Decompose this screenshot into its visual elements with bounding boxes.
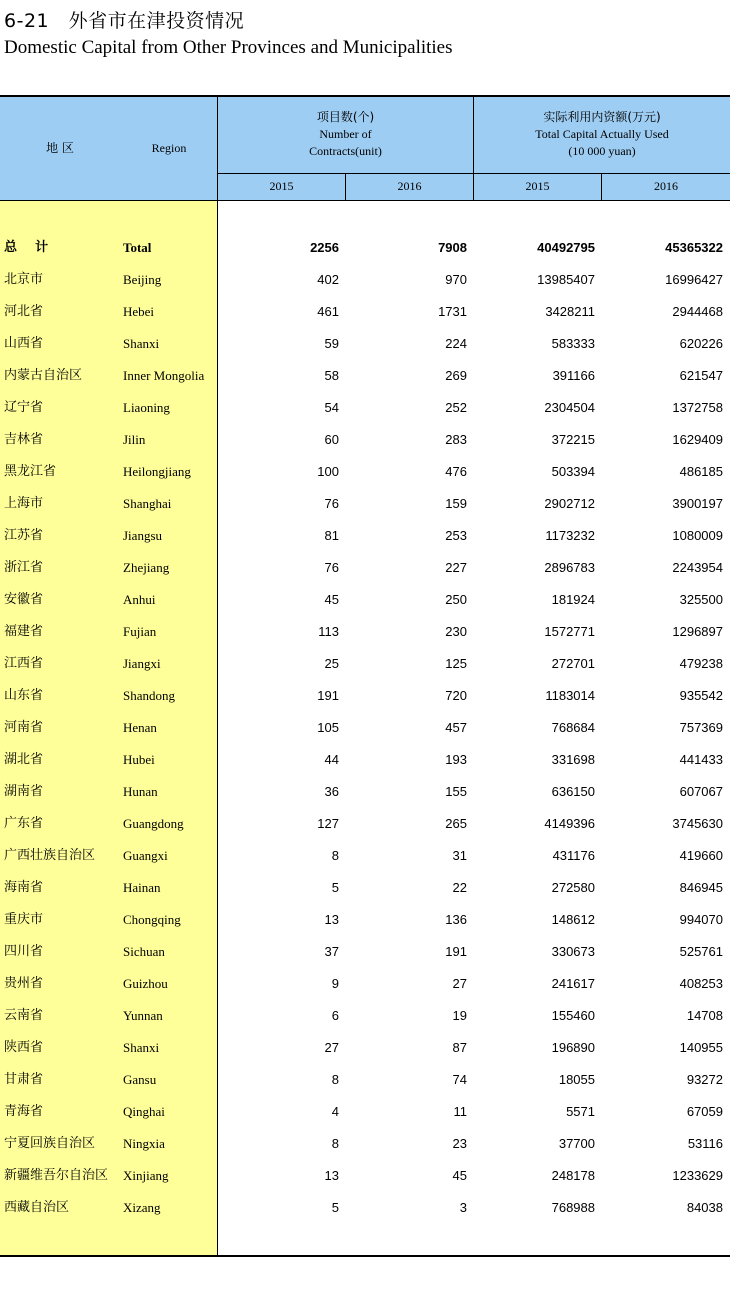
table-row [0, 1096, 730, 1128]
region-name-cn: 陕西省 [4, 1040, 44, 1055]
region-name-cn: 青海省 [4, 1104, 44, 1119]
contracts-2015: 402 [317, 272, 339, 287]
contracts-2016: 74 [452, 1072, 467, 1087]
capital-2015: 37700 [558, 1136, 595, 1151]
table-row [0, 552, 730, 584]
region-name-en: Yunnan [123, 1008, 163, 1023]
capital-2015: 2896783 [544, 560, 595, 575]
table-row [0, 328, 730, 360]
capital-2015: 1572771 [544, 624, 595, 639]
region-name-cn: 河北省 [4, 304, 44, 319]
table-row [0, 744, 730, 776]
region-name-en: Inner Mongolia [123, 368, 205, 383]
capital-2016: 3900197 [672, 496, 723, 511]
contracts-2015: 9 [331, 976, 339, 991]
contracts-2016: 191 [445, 944, 467, 959]
region-name-cn: 吉林省 [4, 432, 44, 447]
capital-2016: 419660 [679, 848, 723, 863]
capital-2015: 248178 [551, 1168, 595, 1183]
capital-2016: 16996427 [665, 272, 723, 287]
page-title-en: Domestic Capital from Other Provinces and Municipalities [4, 37, 453, 58]
total-contracts-2016: 7908 [438, 240, 467, 255]
contracts-2015: 105 [317, 720, 339, 735]
header-year-capital-2015: 2015 [525, 179, 550, 193]
header-bottom-line [0, 200, 730, 201]
contracts-2016: 227 [445, 560, 467, 575]
table-row [0, 1064, 730, 1096]
capital-2015: 196890 [551, 1040, 595, 1055]
capital-2016: 2243954 [672, 560, 723, 575]
table-row [0, 456, 730, 488]
capital-2016: 479238 [679, 656, 723, 671]
header-contracts-en-1: Number of [319, 127, 372, 141]
contracts-2016: 283 [445, 432, 467, 447]
total-row [0, 232, 730, 264]
contracts-2015: 76 [324, 496, 339, 511]
table-row [0, 296, 730, 328]
region-name-en: Shanghai [123, 496, 172, 511]
total-label-en: Total [123, 240, 152, 255]
region-name-en: Jiangxi [123, 656, 161, 671]
capital-2015: 1183014 [545, 688, 595, 703]
contracts-2016: 159 [445, 496, 467, 511]
top-border [0, 95, 730, 97]
capital-2016: 620226 [679, 336, 723, 351]
contracts-2016: 476 [445, 464, 467, 479]
region-name-en: Guangxi [123, 848, 168, 863]
table-row [0, 968, 730, 1000]
contracts-2016: 269 [445, 368, 467, 383]
contracts-2016: 155 [445, 784, 467, 799]
capital-2015: 768684 [551, 720, 595, 735]
contracts-2015: 191 [317, 688, 339, 703]
capital-2015: 181924 [551, 592, 595, 607]
table-row [0, 616, 730, 648]
contracts-2016: 19 [452, 1008, 467, 1023]
capital-2016: 325500 [679, 592, 723, 607]
region-name-cn: 广东省 [4, 816, 44, 831]
region-name-cn: 山东省 [4, 688, 44, 703]
table-row [0, 1032, 730, 1064]
capital-2015: 431176 [552, 848, 595, 863]
capital-2016: 607067 [679, 784, 723, 799]
region-name-cn: 湖北省 [4, 752, 44, 767]
header-year-contracts-2015: 2015 [269, 179, 294, 193]
region-name-en: Shanxi [123, 336, 160, 351]
region-name-cn: 安徽省 [4, 592, 44, 607]
capital-2016: 408253 [679, 976, 723, 991]
region-name-cn: 黑龙江省 [4, 464, 57, 479]
capital-2015: 391166 [552, 368, 595, 383]
region-name-en: Anhui [123, 592, 156, 607]
region-name-en: Guizhou [123, 976, 168, 991]
contracts-2015: 13 [324, 912, 339, 927]
contracts-2015: 6 [331, 1008, 339, 1023]
region-name-cn: 山西省 [4, 336, 44, 351]
capital-2016: 621547 [679, 368, 723, 383]
capital-2016: 1233629 [672, 1168, 723, 1183]
capital-2015: 13985407 [537, 272, 595, 287]
contracts-2016: 125 [445, 656, 467, 671]
contracts-2015: 27 [324, 1040, 339, 1055]
region-name-cn: 海南省 [4, 880, 44, 895]
capital-2015: 636150 [551, 784, 595, 799]
header-capital-en-1: Total Capital Actually Used [535, 127, 669, 141]
table-row [0, 680, 730, 712]
table-row [0, 776, 730, 808]
region-name-en: Shanxi [123, 1040, 160, 1055]
header-contracts [218, 109, 473, 160]
capital-2016: 1296897 [672, 624, 723, 639]
table-row [0, 584, 730, 616]
table-row [0, 360, 730, 392]
region-name-cn: 四川省 [4, 944, 44, 959]
capital-2016: 1372758 [672, 400, 723, 415]
region-name-cn: 广西壮族自治区 [4, 848, 96, 863]
capital-2016: 14708 [686, 1008, 723, 1023]
region-name-en: Sichuan [123, 944, 165, 959]
capital-2015: 18055 [558, 1072, 595, 1087]
contracts-2016: 45 [452, 1168, 467, 1183]
region-name-cn: 河南省 [4, 720, 44, 735]
table-row [0, 1000, 730, 1032]
region-name-en: Henan [123, 720, 157, 735]
contracts-2015: 25 [324, 656, 339, 671]
capital-2016: 846945 [679, 880, 723, 895]
capital-2016: 1080009 [672, 528, 723, 543]
region-name-cn: 内蒙古自治区 [4, 368, 83, 383]
capital-2015: 241617 [551, 976, 595, 991]
total-label-cn: 总 计 [4, 240, 49, 255]
table-row [0, 1128, 730, 1160]
table-row [0, 520, 730, 552]
region-name-cn: 北京市 [4, 272, 44, 287]
table-row [0, 488, 730, 520]
capital-2016: 2944468 [672, 304, 723, 319]
contracts-2016: 136 [445, 912, 467, 927]
contracts-2016: 457 [445, 720, 467, 735]
capital-2015: 2304504 [544, 400, 595, 415]
region-name-cn: 江苏省 [4, 528, 44, 543]
contracts-2015: 461 [317, 304, 339, 319]
table-row [0, 424, 730, 456]
table-row [0, 808, 730, 840]
contracts-2016: 193 [445, 752, 467, 767]
table-row [0, 1192, 730, 1224]
contracts-2015: 81 [324, 528, 339, 543]
contracts-2016: 31 [452, 848, 467, 863]
page-title-cn: 6-21 外省市在津投资情况 [4, 10, 245, 32]
header-year-contracts-2016: 2016 [397, 179, 422, 193]
contracts-2015: 113 [318, 624, 339, 639]
region-name-en: Zhejiang [123, 560, 170, 575]
table-row [0, 904, 730, 936]
region-name-en: Heilongjiang [123, 464, 191, 479]
capital-2016: 525761 [679, 944, 723, 959]
capital-2016: 1629409 [672, 432, 723, 447]
table-row [0, 936, 730, 968]
region-name-cn: 上海市 [4, 496, 44, 511]
capital-2015: 331698 [551, 752, 595, 767]
contracts-2016: 252 [445, 400, 467, 415]
capital-2015: 503394 [551, 464, 595, 479]
total-contracts-2015: 2256 [310, 240, 339, 255]
capital-2015: 272701 [551, 656, 595, 671]
capital-2016: 994070 [679, 912, 723, 927]
contracts-2015: 76 [324, 560, 339, 575]
contracts-2016: 87 [452, 1040, 467, 1055]
region-name-en: Shandong [123, 688, 175, 703]
capital-2015: 330673 [551, 944, 595, 959]
region-name-en: Beijing [123, 272, 162, 287]
region-name-en: Gansu [123, 1072, 157, 1087]
region-name-en: Hunan [123, 784, 158, 799]
total-capital-2016: 45365322 [665, 240, 723, 255]
region-name-en: Xizang [123, 1200, 161, 1215]
region-name-cn: 辽宁省 [4, 400, 44, 415]
table-row [0, 1160, 730, 1192]
region-name-cn: 西藏自治区 [4, 1200, 70, 1215]
contracts-2016: 1731 [438, 304, 467, 319]
table-row [0, 264, 730, 296]
contracts-2015: 60 [324, 432, 339, 447]
capital-2015: 272580 [551, 880, 595, 895]
contracts-2015: 59 [324, 336, 339, 351]
header-capital [474, 109, 730, 160]
region-name-en: Fujian [123, 624, 157, 639]
region-name-cn: 云南省 [4, 1008, 44, 1023]
region-name-cn: 重庆市 [4, 912, 44, 927]
contracts-2015: 36 [324, 784, 339, 799]
contracts-2016: 22 [452, 880, 467, 895]
contracts-2016: 265 [445, 816, 467, 831]
capital-2016: 486185 [679, 464, 723, 479]
contracts-2015: 5 [331, 1200, 339, 1215]
contracts-2016: 720 [445, 688, 467, 703]
region-name-cn: 江西省 [4, 656, 44, 671]
contracts-2015: 8 [331, 848, 339, 863]
contracts-2015: 8 [331, 1136, 339, 1151]
region-name-en: Jiangsu [123, 528, 162, 543]
contracts-2016: 970 [445, 272, 467, 287]
header-capital-en-2: (10 000 yuan) [568, 144, 636, 158]
contracts-2016: 11 [453, 1104, 467, 1119]
contracts-2015: 58 [324, 368, 339, 383]
capital-2016: 935542 [679, 688, 723, 703]
region-name-cn: 宁夏回族自治区 [4, 1136, 96, 1151]
region-name-en: Ningxia [123, 1136, 165, 1151]
total-capital-2015: 40492795 [537, 240, 595, 255]
capital-2015: 372215 [551, 432, 595, 447]
region-name-en: Hebei [123, 304, 155, 319]
capital-2015: 768988 [551, 1200, 595, 1215]
contracts-2016: 253 [445, 528, 467, 543]
region-name-en: Liaoning [123, 400, 170, 415]
header-capital-cn: 实际利用内资额(万元) [543, 110, 661, 124]
capital-2015: 3428211 [545, 304, 595, 319]
region-name-en: Hainan [123, 880, 161, 895]
capital-2015: 2902712 [544, 496, 595, 511]
contracts-2015: 44 [324, 752, 339, 767]
region-name-cn: 浙江省 [4, 560, 44, 575]
capital-2015: 1173232 [545, 528, 595, 543]
contracts-2015: 4 [331, 1104, 339, 1119]
contracts-2016: 250 [445, 592, 467, 607]
capital-2015: 155460 [551, 1008, 595, 1023]
header-region-en: Region [151, 141, 187, 155]
contracts-2016: 224 [445, 336, 467, 351]
contracts-2015: 37 [324, 944, 339, 959]
header-contracts-en-2: Contracts(unit) [309, 144, 382, 158]
region-name-en: Qinghai [123, 1104, 165, 1119]
capital-2016: 3745630 [672, 816, 723, 831]
contracts-2015: 13 [324, 1168, 339, 1183]
capital-2016: 757369 [679, 720, 723, 735]
table-row [0, 648, 730, 680]
region-name-en: Xinjiang [123, 1168, 169, 1183]
region-name-cn: 湖南省 [4, 784, 44, 799]
contracts-2016: 3 [459, 1200, 467, 1215]
table-row [0, 392, 730, 424]
header-year-capital-2016: 2016 [654, 179, 678, 193]
capital-2016: 93272 [686, 1072, 723, 1087]
contracts-2015: 100 [317, 464, 339, 479]
capital-2015: 5571 [566, 1104, 595, 1119]
table-row [0, 712, 730, 744]
region-name-cn: 福建省 [4, 624, 44, 639]
contracts-2016: 23 [452, 1136, 467, 1151]
region-name-cn: 贵州省 [4, 976, 44, 991]
header-region-cn: 地 区 [46, 141, 74, 155]
region-name-en: Chongqing [123, 912, 181, 927]
region-name-en: Jilin [123, 432, 146, 447]
contracts-2016: 230 [445, 624, 467, 639]
capital-2015: 583333 [551, 336, 595, 351]
contracts-2015: 54 [324, 400, 339, 415]
table-row [0, 840, 730, 872]
capital-2015: 4149396 [544, 816, 595, 831]
contracts-2015: 45 [324, 592, 339, 607]
bottom-border [0, 1255, 730, 1257]
data-table [0, 95, 730, 1257]
capital-2016: 67059 [686, 1104, 723, 1119]
header-contracts-cn: 项目数(个) [316, 110, 375, 124]
region-name-cn: 新疆维吾尔自治区 [4, 1168, 109, 1183]
region-name-en: Hubei [123, 752, 155, 767]
capital-2016: 84038 [686, 1200, 723, 1215]
capital-2016: 140955 [679, 1040, 723, 1055]
capital-2015: 148612 [551, 912, 595, 927]
region-name-cn: 甘肃省 [4, 1072, 44, 1087]
table-row [0, 872, 730, 904]
contracts-2015: 5 [331, 880, 339, 895]
contracts-2015: 8 [331, 1072, 339, 1087]
contracts-2016: 27 [452, 976, 467, 991]
capital-2016: 441433 [679, 752, 723, 767]
region-name-en: Guangdong [123, 816, 184, 831]
capital-2016: 53116 [687, 1136, 723, 1151]
contracts-2015: 127 [317, 816, 339, 831]
